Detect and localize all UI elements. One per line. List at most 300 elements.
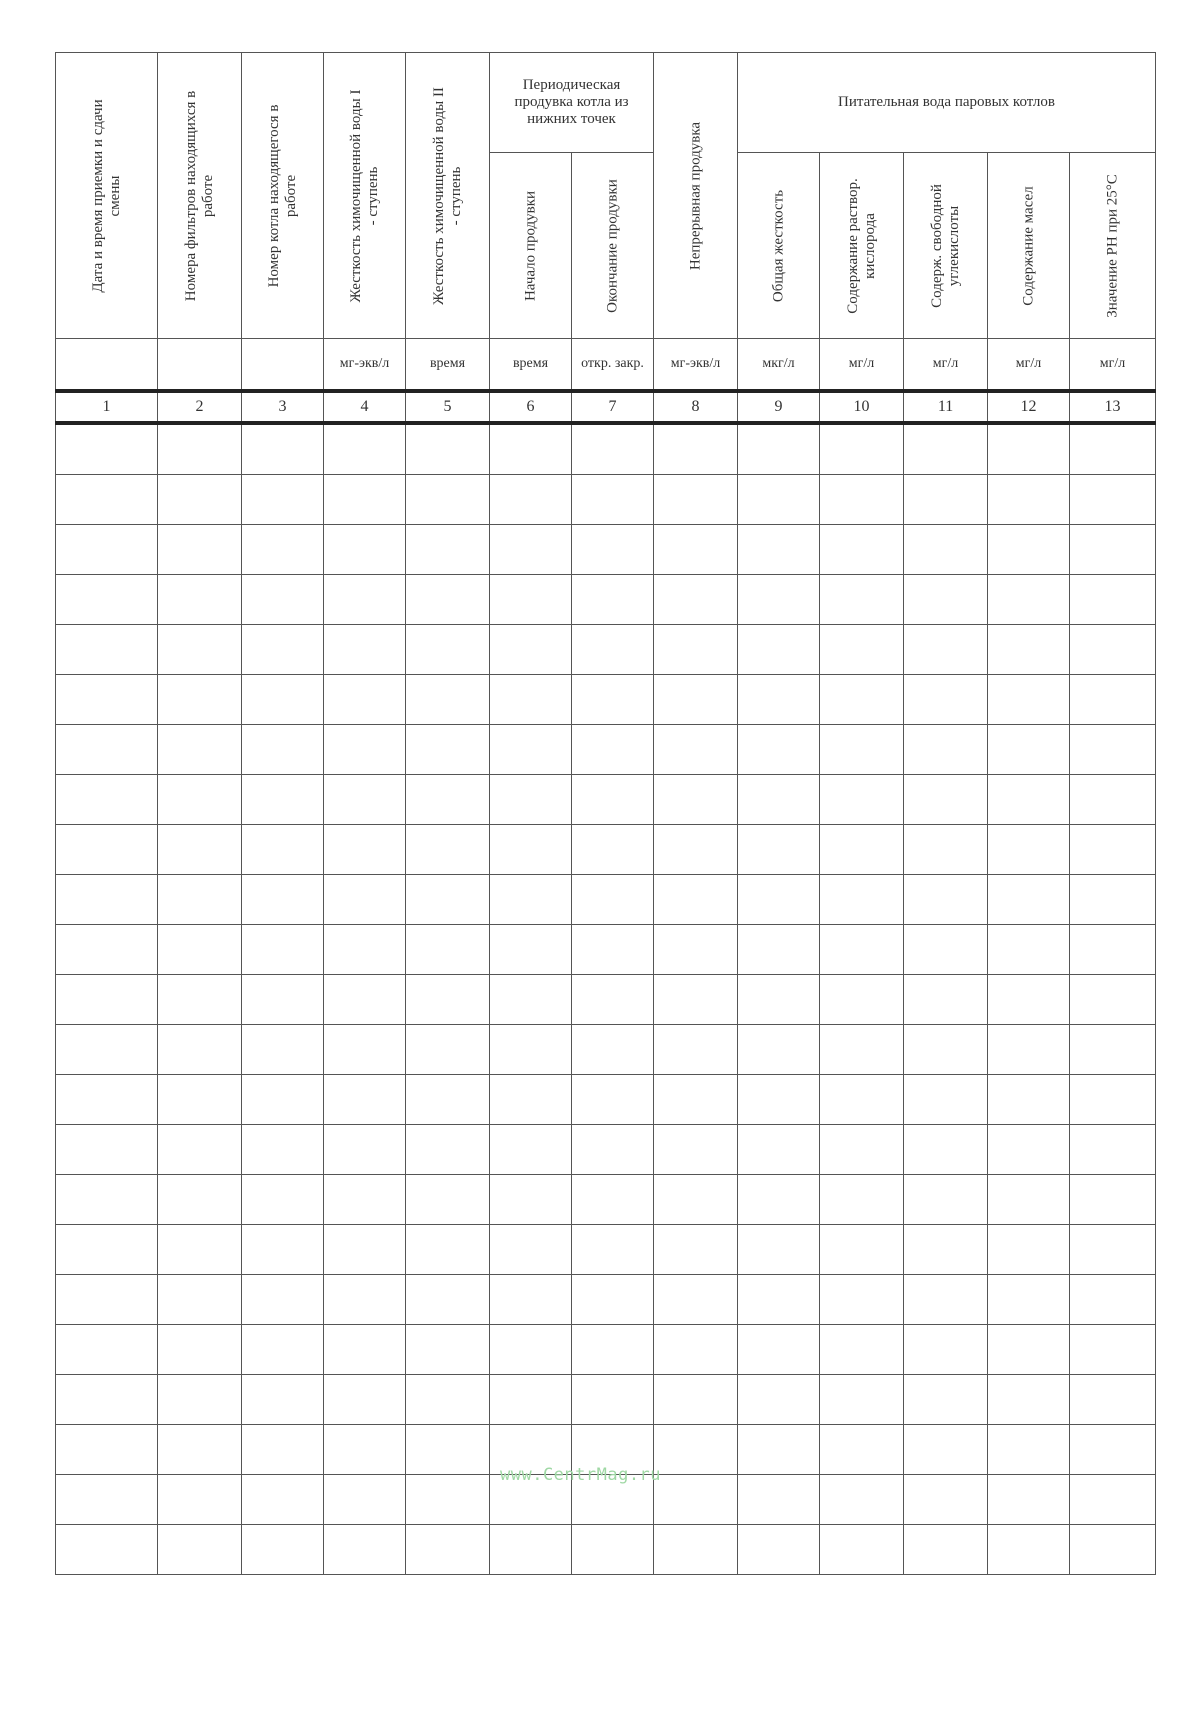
- entry-cell[interactable]: [988, 725, 1070, 775]
- entry-cell[interactable]: [904, 675, 988, 725]
- entry-cell[interactable]: [490, 1225, 572, 1275]
- entry-cell[interactable]: [738, 925, 820, 975]
- entry-cell[interactable]: [738, 525, 820, 575]
- entry-cell[interactable]: [654, 975, 738, 1025]
- entry-cell[interactable]: [158, 1025, 242, 1075]
- entry-cell[interactable]: [738, 825, 820, 875]
- entry-cell[interactable]: [490, 1275, 572, 1325]
- entry-cell[interactable]: [242, 925, 324, 975]
- entry-cell[interactable]: [406, 575, 490, 625]
- entry-cell[interactable]: [1070, 1275, 1156, 1325]
- entry-cell[interactable]: [988, 1375, 1070, 1425]
- entry-cell[interactable]: [654, 875, 738, 925]
- entry-cell[interactable]: [158, 1275, 242, 1325]
- entry-cell[interactable]: [988, 1275, 1070, 1325]
- entry-cell[interactable]: [324, 475, 406, 525]
- entry-cell[interactable]: [988, 775, 1070, 825]
- entry-cell[interactable]: [56, 423, 158, 475]
- entry-cell[interactable]: [654, 1525, 738, 1575]
- entry-cell[interactable]: [324, 925, 406, 975]
- entry-cell[interactable]: [820, 525, 904, 575]
- entry-cell[interactable]: [738, 1425, 820, 1475]
- entry-cell[interactable]: [406, 775, 490, 825]
- entry-cell[interactable]: [738, 1275, 820, 1325]
- entry-cell[interactable]: [56, 925, 158, 975]
- entry-cell[interactable]: [158, 1175, 242, 1225]
- entry-cell[interactable]: [988, 423, 1070, 475]
- entry-cell[interactable]: [572, 1025, 654, 1075]
- entry-cell[interactable]: [490, 1325, 572, 1375]
- entry-cell[interactable]: [1070, 925, 1156, 975]
- entry-cell[interactable]: [1070, 1225, 1156, 1275]
- entry-cell[interactable]: [738, 1175, 820, 1225]
- entry-cell[interactable]: [324, 1375, 406, 1425]
- entry-cell[interactable]: [738, 1525, 820, 1575]
- entry-cell[interactable]: [324, 975, 406, 1025]
- entry-cell[interactable]: [738, 875, 820, 925]
- entry-cell[interactable]: [56, 875, 158, 925]
- entry-cell[interactable]: [158, 1075, 242, 1125]
- entry-cell[interactable]: [904, 525, 988, 575]
- entry-cell[interactable]: [820, 1275, 904, 1325]
- entry-cell[interactable]: [904, 1475, 988, 1525]
- entry-cell[interactable]: [904, 475, 988, 525]
- entry-cell[interactable]: [738, 475, 820, 525]
- entry-cell[interactable]: [572, 423, 654, 475]
- entry-cell[interactable]: [820, 825, 904, 875]
- entry-cell[interactable]: [490, 925, 572, 975]
- entry-cell[interactable]: [242, 1425, 324, 1475]
- entry-cell[interactable]: [904, 975, 988, 1025]
- entry-cell[interactable]: [654, 1275, 738, 1325]
- entry-cell[interactable]: [654, 775, 738, 825]
- entry-cell[interactable]: [158, 475, 242, 525]
- entry-cell[interactable]: [820, 975, 904, 1025]
- entry-cell[interactable]: [406, 825, 490, 875]
- entry-cell[interactable]: [654, 925, 738, 975]
- entry-cell[interactable]: [1070, 875, 1156, 925]
- entry-cell[interactable]: [738, 575, 820, 625]
- entry-cell[interactable]: [242, 525, 324, 575]
- entry-cell[interactable]: [56, 1175, 158, 1225]
- entry-cell[interactable]: [158, 1475, 242, 1525]
- entry-cell[interactable]: [820, 1225, 904, 1275]
- entry-cell[interactable]: [56, 775, 158, 825]
- entry-cell[interactable]: [1070, 525, 1156, 575]
- entry-cell[interactable]: [988, 1175, 1070, 1225]
- entry-cell[interactable]: [572, 875, 654, 925]
- entry-cell[interactable]: [242, 975, 324, 1025]
- entry-cell[interactable]: [56, 1325, 158, 1375]
- entry-cell[interactable]: [406, 675, 490, 725]
- entry-cell[interactable]: [572, 725, 654, 775]
- entry-cell[interactable]: [904, 1425, 988, 1475]
- entry-cell[interactable]: [1070, 575, 1156, 625]
- entry-cell[interactable]: [242, 1075, 324, 1125]
- entry-cell[interactable]: [1070, 1325, 1156, 1375]
- entry-cell[interactable]: [988, 1425, 1070, 1475]
- entry-cell[interactable]: [406, 1525, 490, 1575]
- entry-cell[interactable]: [406, 1225, 490, 1275]
- entry-cell[interactable]: [904, 1225, 988, 1275]
- entry-cell[interactable]: [988, 1025, 1070, 1075]
- entry-cell[interactable]: [654, 475, 738, 525]
- entry-cell[interactable]: [158, 575, 242, 625]
- entry-cell[interactable]: [1070, 675, 1156, 725]
- entry-cell[interactable]: [988, 975, 1070, 1025]
- entry-cell[interactable]: [406, 1375, 490, 1425]
- entry-cell[interactable]: [1070, 1425, 1156, 1475]
- entry-cell[interactable]: [406, 423, 490, 475]
- entry-cell[interactable]: [406, 1175, 490, 1225]
- entry-cell[interactable]: [572, 1525, 654, 1575]
- entry-cell[interactable]: [158, 825, 242, 875]
- entry-cell[interactable]: [572, 625, 654, 675]
- entry-cell[interactable]: [572, 1175, 654, 1225]
- entry-cell[interactable]: [904, 1125, 988, 1175]
- entry-cell[interactable]: [406, 1275, 490, 1325]
- entry-cell[interactable]: [490, 1125, 572, 1175]
- entry-cell[interactable]: [654, 1325, 738, 1375]
- entry-cell[interactable]: [738, 1375, 820, 1425]
- entry-cell[interactable]: [490, 875, 572, 925]
- entry-cell[interactable]: [572, 1225, 654, 1275]
- entry-cell[interactable]: [654, 1375, 738, 1425]
- entry-cell[interactable]: [158, 1325, 242, 1375]
- entry-cell[interactable]: [406, 625, 490, 675]
- entry-cell[interactable]: [158, 625, 242, 675]
- entry-cell[interactable]: [988, 925, 1070, 975]
- entry-cell[interactable]: [324, 1275, 406, 1325]
- entry-cell[interactable]: [56, 975, 158, 1025]
- entry-cell[interactable]: [654, 423, 738, 475]
- entry-cell[interactable]: [158, 875, 242, 925]
- header-hardness-stage-2: Жесткость химочищенной воды II - ступень: [406, 53, 490, 339]
- entry-cell[interactable]: [406, 1075, 490, 1125]
- entry-cell[interactable]: [242, 1475, 324, 1525]
- entry-cell[interactable]: [904, 625, 988, 675]
- entry-cell[interactable]: [820, 925, 904, 975]
- entry-cell[interactable]: [988, 825, 1070, 875]
- entry-cell[interactable]: [242, 423, 324, 475]
- entry-cell[interactable]: [158, 725, 242, 775]
- entry-cell[interactable]: [56, 825, 158, 875]
- entry-cell[interactable]: [572, 1325, 654, 1375]
- entry-cell[interactable]: [158, 1375, 242, 1425]
- entry-cell[interactable]: [820, 775, 904, 825]
- entry-cell[interactable]: [56, 1125, 158, 1175]
- entry-cell[interactable]: [988, 875, 1070, 925]
- entry-cell[interactable]: [324, 525, 406, 575]
- entry-cell[interactable]: [988, 1075, 1070, 1125]
- entry-cell[interactable]: [1070, 1075, 1156, 1125]
- entry-cell[interactable]: [738, 675, 820, 725]
- entry-cell[interactable]: [56, 575, 158, 625]
- entry-cell[interactable]: [56, 1225, 158, 1275]
- entry-cell[interactable]: [738, 423, 820, 475]
- entry-cell[interactable]: [654, 1175, 738, 1225]
- entry-cell[interactable]: [738, 1125, 820, 1175]
- entry-cell[interactable]: [572, 975, 654, 1025]
- entry-cell[interactable]: [904, 1175, 988, 1225]
- entry-cell[interactable]: [1070, 1025, 1156, 1075]
- entry-cell[interactable]: [242, 575, 324, 625]
- entry-cell[interactable]: [158, 1125, 242, 1175]
- entry-cell[interactable]: [820, 575, 904, 625]
- entry-cell[interactable]: [820, 1375, 904, 1425]
- entry-cell[interactable]: [738, 1225, 820, 1275]
- entry-cell[interactable]: [490, 725, 572, 775]
- entry-cell[interactable]: [988, 1525, 1070, 1575]
- entry-cell[interactable]: [988, 1225, 1070, 1275]
- entry-cell[interactable]: [654, 525, 738, 575]
- entry-cell[interactable]: [56, 475, 158, 525]
- entry-cell[interactable]: [654, 1025, 738, 1075]
- entry-cell[interactable]: [820, 1475, 904, 1525]
- entry-cell[interactable]: [406, 1025, 490, 1075]
- entry-cell[interactable]: [654, 1475, 738, 1525]
- entry-cell[interactable]: [324, 575, 406, 625]
- entry-cell[interactable]: [904, 925, 988, 975]
- entry-cell[interactable]: [904, 825, 988, 875]
- entry-cell[interactable]: [904, 725, 988, 775]
- entry-cell[interactable]: [242, 1175, 324, 1225]
- entry-cell[interactable]: [158, 525, 242, 575]
- entry-cell[interactable]: [904, 575, 988, 625]
- entry-cell[interactable]: [406, 475, 490, 525]
- entry-cell[interactable]: [324, 625, 406, 675]
- entry-cell[interactable]: [1070, 1175, 1156, 1225]
- entry-cell[interactable]: [324, 1325, 406, 1375]
- entry-cell[interactable]: [572, 675, 654, 725]
- entry-cell[interactable]: [904, 775, 988, 825]
- entry-cell[interactable]: [56, 1525, 158, 1575]
- entry-cell[interactable]: [242, 875, 324, 925]
- entry-cell[interactable]: [490, 1525, 572, 1575]
- entry-cell[interactable]: [242, 625, 324, 675]
- entry-cell[interactable]: [490, 525, 572, 575]
- entry-cell[interactable]: [324, 775, 406, 825]
- entry-cell[interactable]: [242, 725, 324, 775]
- entry-cell[interactable]: [820, 1525, 904, 1575]
- entry-cell[interactable]: [56, 1075, 158, 1125]
- entry-cell[interactable]: [324, 875, 406, 925]
- entry-cell[interactable]: [654, 725, 738, 775]
- entry-cell[interactable]: [242, 1025, 324, 1075]
- entry-cell[interactable]: [572, 1125, 654, 1175]
- column-number: 2: [158, 391, 242, 423]
- entry-cell[interactable]: [654, 825, 738, 875]
- entry-cell[interactable]: [56, 675, 158, 725]
- entry-cell[interactable]: [820, 625, 904, 675]
- entry-cell[interactable]: [158, 1525, 242, 1575]
- entry-cell[interactable]: [158, 675, 242, 725]
- entry-cell[interactable]: [324, 675, 406, 725]
- entry-cell[interactable]: [820, 423, 904, 475]
- entry-cell[interactable]: [56, 625, 158, 675]
- entry-cell[interactable]: [406, 725, 490, 775]
- entry-cell[interactable]: [572, 525, 654, 575]
- entry-cell[interactable]: [904, 1275, 988, 1325]
- entry-cell[interactable]: [1070, 1375, 1156, 1425]
- entry-cell[interactable]: [738, 725, 820, 775]
- entry-cell[interactable]: [820, 725, 904, 775]
- entry-cell[interactable]: [324, 423, 406, 475]
- entry-cell[interactable]: [490, 1025, 572, 1075]
- entry-cell[interactable]: [406, 975, 490, 1025]
- entry-cell[interactable]: [738, 625, 820, 675]
- entry-cell[interactable]: [572, 475, 654, 525]
- entry-cell[interactable]: [324, 1475, 406, 1525]
- entry-cell[interactable]: [988, 625, 1070, 675]
- entry-cell[interactable]: [490, 625, 572, 675]
- entry-cell[interactable]: [572, 575, 654, 625]
- entry-cell[interactable]: [988, 1475, 1070, 1525]
- entry-cell[interactable]: [654, 1075, 738, 1125]
- entry-cell[interactable]: [324, 1525, 406, 1575]
- entry-cell[interactable]: [1070, 975, 1156, 1025]
- entry-cell[interactable]: [820, 1025, 904, 1075]
- entry-cell[interactable]: [56, 1425, 158, 1475]
- entry-cell[interactable]: [242, 825, 324, 875]
- entry-cell[interactable]: [242, 1325, 324, 1375]
- entry-cell[interactable]: [1070, 775, 1156, 825]
- entry-cell[interactable]: [158, 925, 242, 975]
- entry-cell[interactable]: [324, 1125, 406, 1175]
- entry-cell[interactable]: [490, 423, 572, 475]
- entry-cell[interactable]: [56, 725, 158, 775]
- entry-cell[interactable]: [56, 525, 158, 575]
- entry-cell[interactable]: [572, 775, 654, 825]
- entry-cell[interactable]: [324, 1425, 406, 1475]
- entry-cell[interactable]: [242, 475, 324, 525]
- entry-cell[interactable]: [324, 1225, 406, 1275]
- entry-cell[interactable]: [904, 1075, 988, 1125]
- entry-cell[interactable]: [324, 1175, 406, 1225]
- entry-cell[interactable]: [1070, 475, 1156, 525]
- entry-cell[interactable]: [406, 875, 490, 925]
- entry-cell[interactable]: [654, 1125, 738, 1175]
- entry-cell[interactable]: [654, 1425, 738, 1475]
- entry-cell[interactable]: [988, 675, 1070, 725]
- entry-cell[interactable]: [1070, 725, 1156, 775]
- entry-cell[interactable]: [56, 1375, 158, 1425]
- entry-cell[interactable]: [820, 1325, 904, 1375]
- entry-cell[interactable]: [406, 525, 490, 575]
- table-row: [56, 1225, 1156, 1275]
- entry-cell[interactable]: [324, 1025, 406, 1075]
- entry-cell[interactable]: [56, 1275, 158, 1325]
- entry-cell[interactable]: [490, 475, 572, 525]
- entry-cell[interactable]: [820, 1425, 904, 1475]
- entry-cell[interactable]: [158, 1225, 242, 1275]
- watermark-text: www.CentrMag.ru: [500, 1465, 662, 1485]
- entry-cell[interactable]: [572, 825, 654, 875]
- entry-cell[interactable]: [490, 575, 572, 625]
- entry-cell[interactable]: [242, 1275, 324, 1325]
- entry-cell[interactable]: [820, 875, 904, 925]
- entry-cell[interactable]: [572, 1275, 654, 1325]
- entry-cell[interactable]: [1070, 423, 1156, 475]
- entry-cell[interactable]: [904, 1375, 988, 1425]
- entry-cell[interactable]: [242, 1375, 324, 1425]
- entry-cell[interactable]: [490, 1375, 572, 1425]
- entry-cell[interactable]: [490, 1175, 572, 1225]
- entry-cell[interactable]: [904, 875, 988, 925]
- entry-cell[interactable]: [1070, 825, 1156, 875]
- entry-cell[interactable]: [904, 1525, 988, 1575]
- entry-cell[interactable]: [738, 975, 820, 1025]
- entry-cell[interactable]: [738, 1075, 820, 1125]
- entry-cell[interactable]: [654, 575, 738, 625]
- entry-cell[interactable]: [242, 1125, 324, 1175]
- entry-cell[interactable]: [56, 1475, 158, 1525]
- entry-cell[interactable]: [406, 925, 490, 975]
- entry-cell[interactable]: [406, 1425, 490, 1475]
- entry-cell[interactable]: [654, 1225, 738, 1275]
- entry-cell[interactable]: [654, 675, 738, 725]
- entry-cell[interactable]: [490, 775, 572, 825]
- entry-cell[interactable]: [1070, 1525, 1156, 1575]
- entry-cell[interactable]: [324, 825, 406, 875]
- entry-cell[interactable]: [158, 423, 242, 475]
- entry-cell[interactable]: [572, 925, 654, 975]
- entry-cell[interactable]: [988, 475, 1070, 525]
- entry-cell[interactable]: [490, 825, 572, 875]
- entry-cell[interactable]: [158, 975, 242, 1025]
- entry-cell[interactable]: [820, 1125, 904, 1175]
- entry-cell[interactable]: [158, 1425, 242, 1475]
- entry-cell[interactable]: [820, 675, 904, 725]
- entry-cell[interactable]: [406, 1475, 490, 1525]
- entry-cell[interactable]: [324, 725, 406, 775]
- entry-cell[interactable]: [1070, 625, 1156, 675]
- entry-cell[interactable]: [572, 1075, 654, 1125]
- entry-cell[interactable]: [242, 775, 324, 825]
- entry-cell[interactable]: [820, 1075, 904, 1125]
- entry-cell[interactable]: [490, 1075, 572, 1125]
- entry-cell[interactable]: [738, 775, 820, 825]
- entry-cell[interactable]: [406, 1325, 490, 1375]
- entry-cell[interactable]: [1070, 1125, 1156, 1175]
- entry-cell[interactable]: [56, 1025, 158, 1075]
- entry-cell[interactable]: [820, 475, 904, 525]
- entry-cell[interactable]: [242, 1525, 324, 1575]
- entry-cell[interactable]: [324, 1075, 406, 1125]
- entry-cell[interactable]: [988, 1125, 1070, 1175]
- entry-cell[interactable]: [988, 1325, 1070, 1375]
- entry-cell[interactable]: [490, 675, 572, 725]
- entry-cell[interactable]: [988, 525, 1070, 575]
- entry-cell[interactable]: [904, 1025, 988, 1075]
- entry-cell[interactable]: [242, 675, 324, 725]
- entry-cell[interactable]: [988, 575, 1070, 625]
- entry-cell[interactable]: [738, 1325, 820, 1375]
- entry-cell[interactable]: [820, 1175, 904, 1225]
- entry-cell[interactable]: [738, 1475, 820, 1525]
- header-continuous-blowdown: Непрерывная продувка: [654, 53, 738, 339]
- entry-cell[interactable]: [904, 1325, 988, 1375]
- entry-cell[interactable]: [1070, 1475, 1156, 1525]
- entry-cell[interactable]: [242, 1225, 324, 1275]
- entry-cell[interactable]: [158, 775, 242, 825]
- entry-cell[interactable]: [904, 423, 988, 475]
- entry-cell[interactable]: [406, 1125, 490, 1175]
- entry-cell[interactable]: [572, 1375, 654, 1425]
- entry-cell[interactable]: [490, 975, 572, 1025]
- entry-cell[interactable]: [738, 1025, 820, 1075]
- entry-cell[interactable]: [654, 625, 738, 675]
